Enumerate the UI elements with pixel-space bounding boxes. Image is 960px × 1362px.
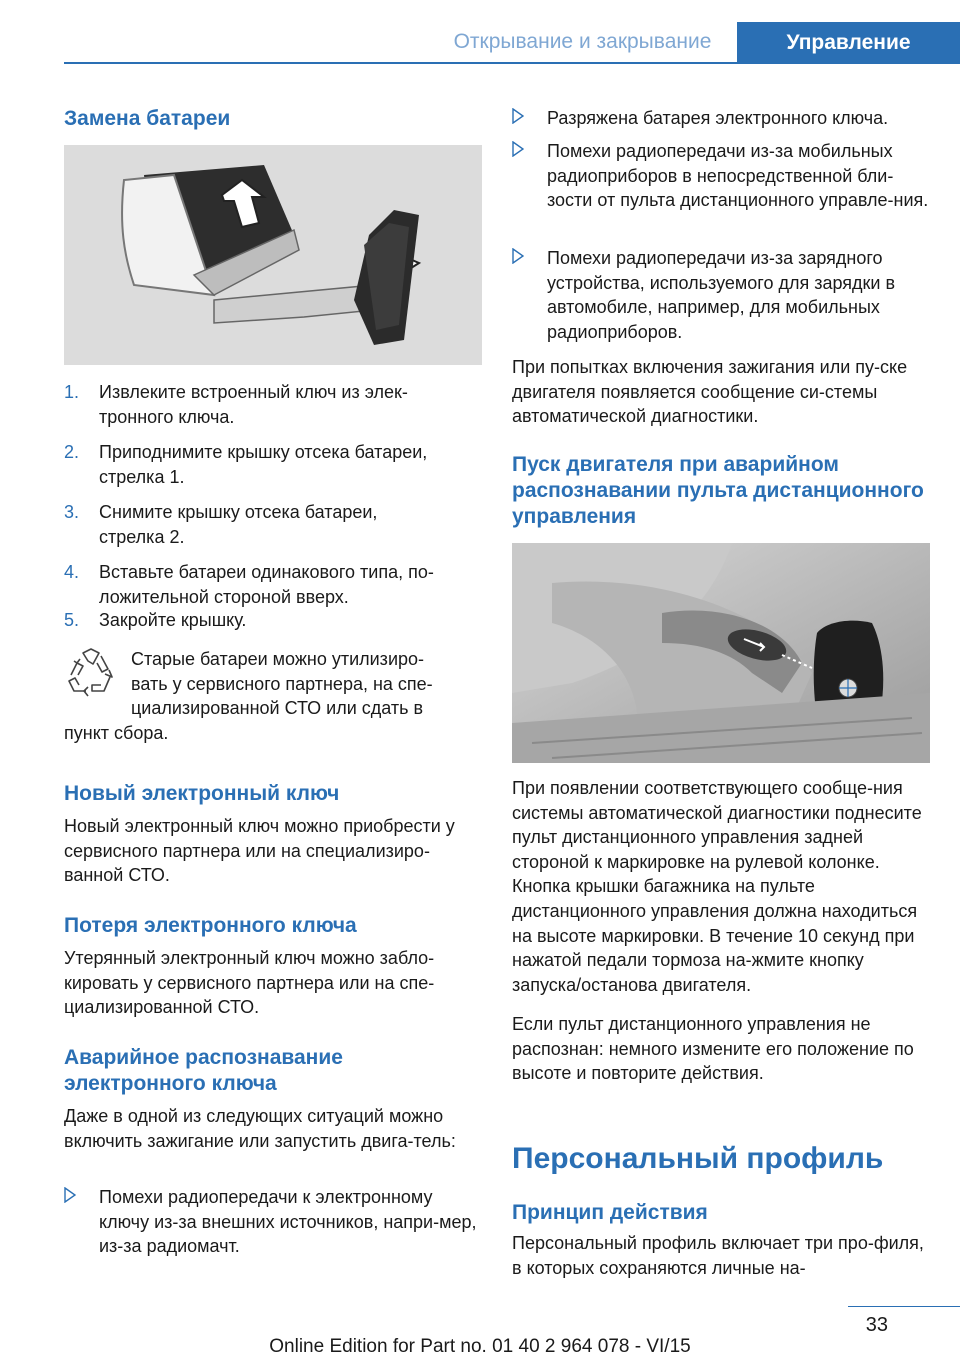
emergency-item-text: Помехи радиопередачи из-за зарядного устройства, используемого для зарядки в автомобиле, например, для мобильных радиоприборов. (547, 248, 896, 342)
principle-text: Персональный профиль включает три про‐филя, в которых сохраняются личные на‐ (512, 1233, 924, 1278)
recycle-line-last: пункт сбора. (64, 723, 169, 743)
emergency-text: Даже в одной из следующих ситуаций можно включить зажигание или запустить двига‐тель: (64, 1106, 456, 1151)
emergency-item-text: Помехи радиопередачи из-за мобильных радиоприборов в непосредственной бли‐зости от пульта дистанционного управле‐ния. (547, 141, 929, 211)
header-chapter-tab[interactable]: Управление (737, 22, 960, 64)
recycle-note (64, 647, 482, 747)
step-text: Извлеките встроенный ключ из элек‐ тронного ключа. (99, 382, 408, 427)
step-number: 3. (64, 502, 80, 522)
key-battery-photo (64, 145, 482, 365)
lost-key-title: Потеря электронного ключа (64, 914, 357, 937)
emergency-item (512, 139, 930, 244)
lost-key-text: Утерянный электронный ключ можно забло‐кировать у сервисного партнера или на спе‐циализированной СТО. (64, 948, 435, 1018)
emergency-item-text: Разряжена батарея электронного ключа. (547, 108, 889, 128)
steering-column-illustration (512, 543, 930, 763)
new-key-text: Новый электронный ключ можно приобрести у сервисного партнера или на специализиро‐ванной СТО. (64, 816, 455, 886)
key-battery-illustration (64, 145, 482, 365)
step-text: Снимите крышку отсека батареи, стрелка 2. (99, 502, 378, 547)
battery-step-5 (64, 608, 482, 634)
recycle-line: циализированной СТО или сдать в (131, 698, 424, 719)
triangle-right-outline-icon (512, 141, 524, 157)
triangle-right-outline-icon (512, 108, 524, 124)
battery-section-title: Замена батареи (64, 107, 231, 130)
new-key-title: Новый электронный ключ (64, 782, 340, 805)
emergency-item (64, 1185, 482, 1265)
battery-step-2 (64, 440, 482, 490)
profile-title: Персональный профиль (512, 1142, 884, 1175)
header-rule (64, 62, 960, 64)
not-recognized-text: Если пульт дистанционного управления не распознан: немного измените его положение по высоте и повторите действия. (512, 1014, 914, 1084)
edition-footer: Online Edition for Part no. 01 40 2 964 078 - VI/15 (269, 1336, 691, 1357)
emergency-item-text: Помехи радиопередачи к электронному ключу из-за внешних источников, напри‐мер, из-за радиомачт. (99, 1187, 477, 1257)
battery-step-3 (64, 500, 482, 550)
start-text: При появлении соответствующего сообще‐ния системы автоматической диагностики поднесите пульт дистанционного управления задней стороной к маркировке на рулевой колонке. Кнопка крышки багажника на пульте дистанционного управления должна находиться на высоте маркировки. В течение 10 секунд при нажатой педали тормоза на‐жмите кнопку запуска/останова двигателя. (512, 778, 922, 995)
step-number: 5. (64, 610, 80, 630)
emergency-title: Аварийное распознавание электронного ключа (64, 1046, 343, 1095)
step-text: Приподнимите крышку отсека батареи, стрелка 1. (99, 442, 428, 487)
footer-rule (848, 1306, 960, 1307)
principle-title: Принцип действия (512, 1201, 708, 1224)
step-number: 4. (64, 562, 80, 582)
start-section-title: Пуск двигателя при аварийном распознавании пульта дистанционного управления (512, 453, 924, 528)
triangle-right-outline-icon (512, 248, 524, 264)
step-text: Закройте крышку. (99, 610, 247, 630)
emergency-item (512, 106, 930, 132)
battery-step-4 (64, 560, 482, 610)
step-number: 1. (64, 382, 80, 402)
steering-column-photo (512, 543, 930, 763)
header-section-title: Открывание и закрывание (453, 30, 712, 53)
recycle-line: вать у сервисного партнера, на спе‐ (131, 673, 433, 694)
battery-step-1 (64, 380, 482, 430)
triangle-right-outline-icon (64, 1187, 76, 1203)
page-number: 33 (865, 1314, 888, 1336)
step-text: Вставьте батареи одинакового типа, по‐ ложительной стороной вверх. (99, 562, 434, 607)
emergency-item (512, 246, 930, 351)
attempt-text: При попытках включения зажигания или пу‐ске двигателя появляется сообщение си‐стемы автоматической диагностики. (512, 357, 908, 427)
recycle-line: Старые батареи можно утилизиро‐ (131, 649, 425, 669)
recycle-note-lines (131, 647, 482, 721)
recycle-icon (64, 647, 118, 699)
step-number: 2. (64, 442, 80, 462)
